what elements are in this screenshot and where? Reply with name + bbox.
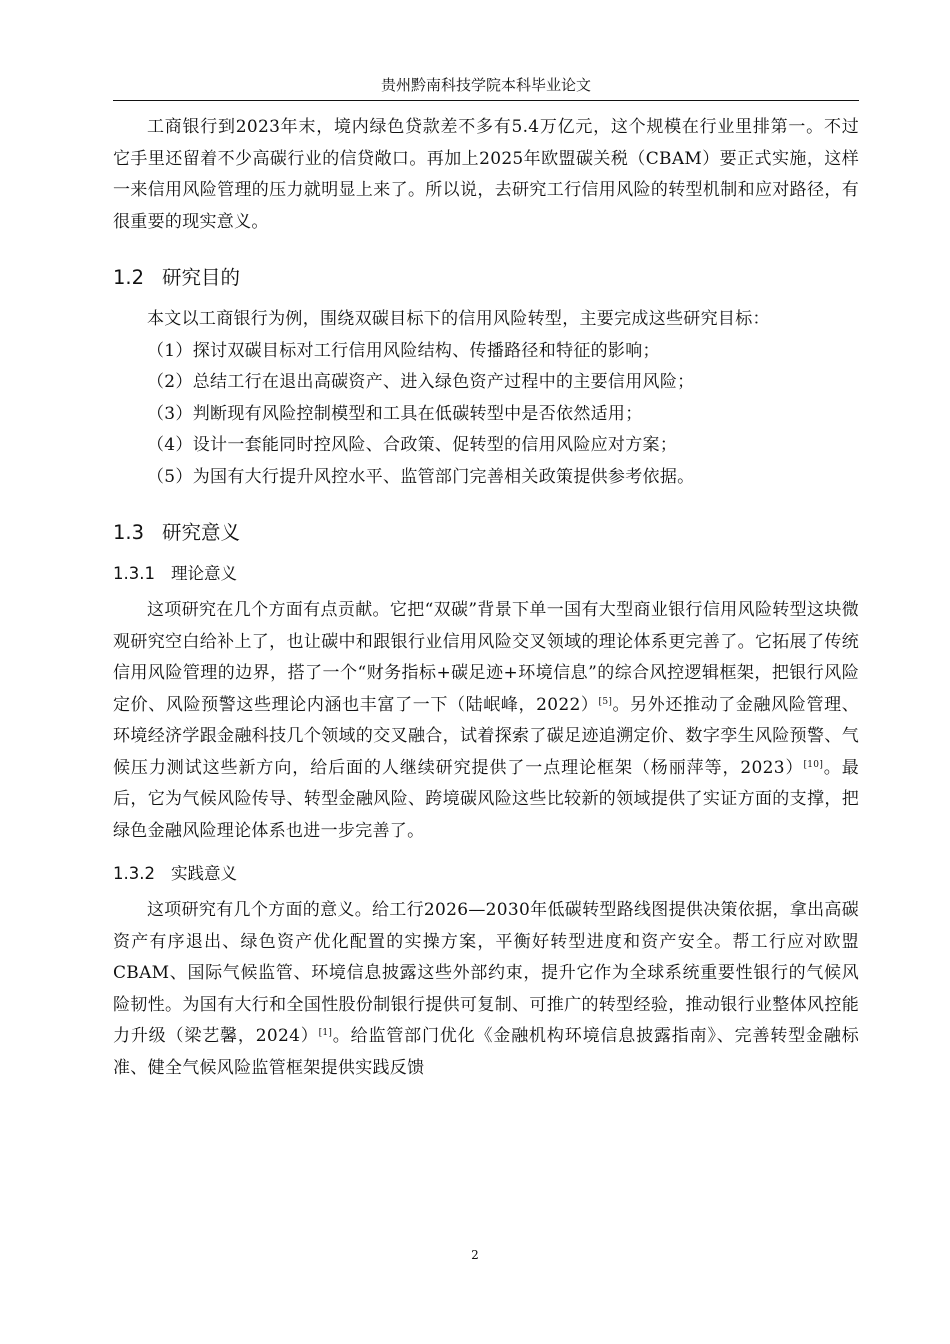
paragraph-text: 这项研究在几个方面有点贡献。它把“双碳”背景下单一国有大型商业银行信用风险转型这块微观研究空白给补上了，也让碳中和跟银行业信用风险交叉领域的理论体系更完善了。它拓展了传统信用风险管理的边界，搭了一个“财务指标+碳足迹+环境信息”的综合风控逻辑框架，把银行风险定价、风险预警这些理论内涵也丰富了一下（陆岷峰，2022）	[113, 600, 859, 715]
objective-item: （2）总结工行在退出高碳资产、进入绿色资产过程中的主要信用风险；	[147, 372, 695, 392]
subsection-heading-1-3-2	[113, 861, 859, 887]
section-heading-1-3	[113, 519, 859, 547]
intro-paragraph: 工商银行到2023年末，境内绿色贷款差不多有5.4万亿元，这个规模在行业里排第一。不过它手里还留着不少高碳行业的信贷敞口。再加上2025年欧盟碳关税（CBAM）要正式实施，这样一来信用风险管理的压力就明显上来了。所以说，去研究工行信用风险的转型机制和应对路径，有很重要的现实意义。	[113, 117, 859, 232]
subsection-title: 实践意义	[170, 864, 237, 883]
section-heading-1-2	[113, 264, 859, 292]
header-rule	[113, 100, 859, 101]
theoretical-significance-paragraph	[113, 595, 859, 847]
paragraph-text: 。另外还推动了金融风险管理、环境经济学跟金融科技几个领域的交叉融合，试着探索了碳足迹追溯定价、数字孪生风险预警、气候压力测试这些新方向，给后面的人继续研究提供了一点理论框架（杨丽萍等，2023）	[113, 694, 859, 778]
objective-item: （4）设计一套能同时控风险、合政策、促转型的信用风险应对方案；	[147, 435, 678, 455]
section-title: 研究目的	[162, 266, 241, 289]
practical-significance-paragraph	[113, 895, 859, 1084]
subsection-heading-1-3-1	[113, 561, 859, 587]
subsection-number: 1.3.2	[113, 864, 155, 883]
page-content	[113, 112, 859, 1084]
objective-item: （5）为国有大行提升风控水平、监管部门完善相关政策提供参考依据。	[147, 466, 695, 487]
subsection-number: 1.3.1	[113, 564, 155, 583]
objective-item: （3）判断现有风险控制模型和工具在低碳转型中是否依然适用；	[147, 403, 643, 424]
section-title: 研究意义	[162, 521, 241, 544]
paragraph-text: 这项研究有几个方面的意义。给工行2026—2030年低碳转型路线图提供决策依据，拿出高碳资产有序退出、绿色资产优化配置的实操方案，平衡好转型进度和资产安全。帮工行应对欧盟CBAM、国际气候监管、环境信息披露这些外部约束，提升它作为全球系统重要性银行的气候风险韧性。为国有大行和全国性股份制银行提供可复制、可推广的转型经验，推动银行业整体风控能力升级（梁艺馨，2024）	[113, 900, 859, 1046]
page-number: 2	[471, 1248, 479, 1262]
citation-marker: [10]	[803, 759, 824, 770]
paragraph-text: 。给监管部门优化《金融机构环境信息披露指南》、完善转型金融标准、健全气候风险监管框架提供实践反馈	[113, 1026, 860, 1078]
running-header: 贵州黔南科技学院本科毕业论文	[380, 76, 591, 94]
citation-marker: [5]	[598, 696, 613, 707]
objectives-lead: 本文以工商银行为例，围绕双碳目标下的信用风险转型，主要完成这些研究目标：	[147, 309, 770, 329]
section-number: 1.2	[113, 266, 145, 289]
objective-item: （1）探讨双碳目标对工行信用风险结构、传播路径和特征的影响；	[147, 340, 660, 361]
paragraph-text: 。最后，它为气候风险传导、转型金融风险、跨境碳风险这些比较新的领域提供了实证方面的支撑，把绿色金融风险理论体系也进一步完善了。	[113, 757, 859, 841]
subsection-title: 理论意义	[170, 564, 237, 583]
section-number: 1.3	[113, 521, 145, 544]
citation-marker: [1]	[318, 1028, 333, 1038]
